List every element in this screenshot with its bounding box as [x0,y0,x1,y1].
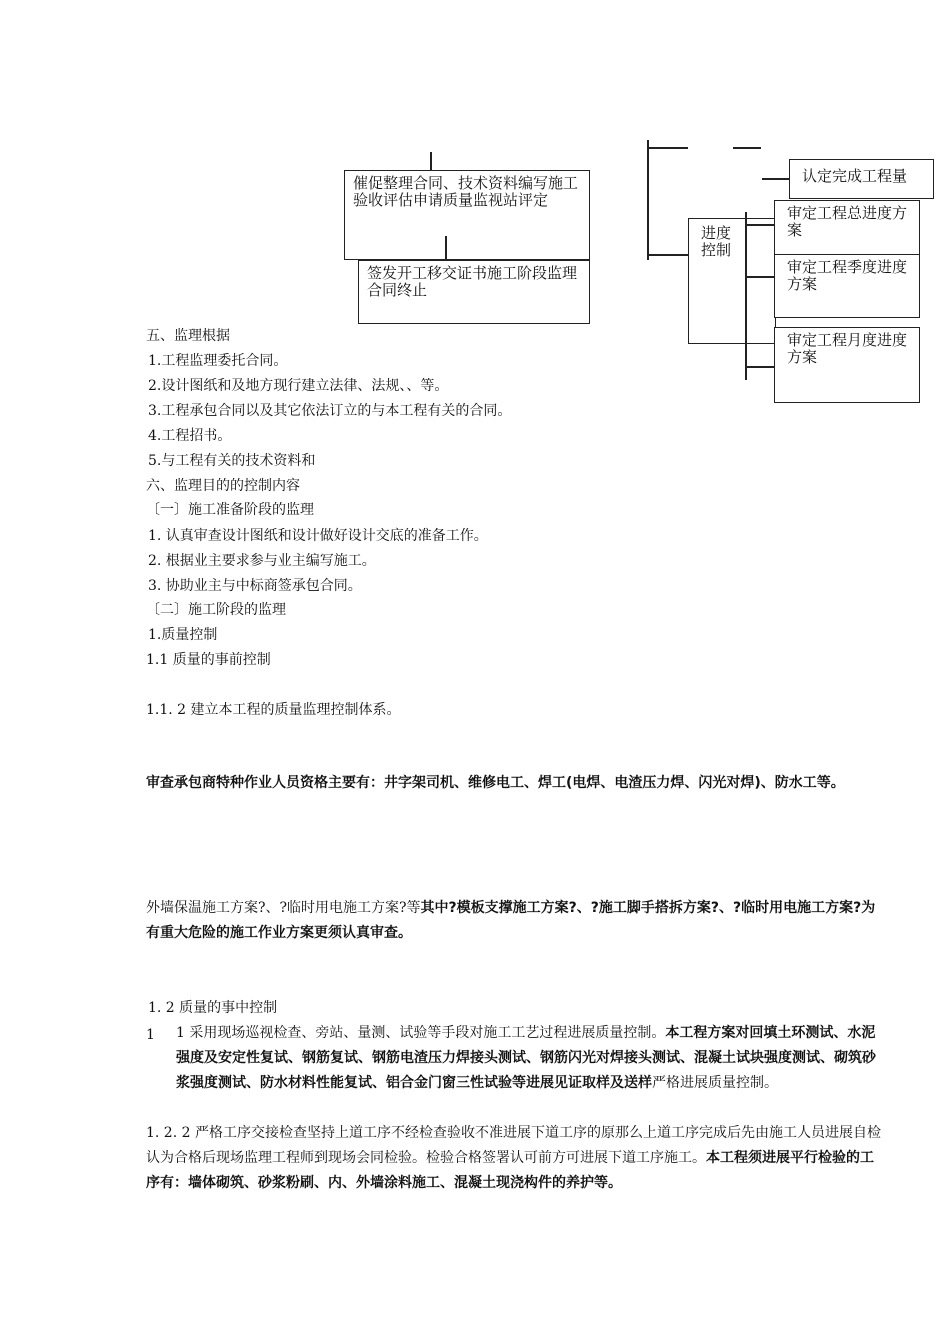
flow-box-total-schedule [774,200,920,256]
flow-box-quarter-schedule-text: 审定工程季度进度方案 [787,258,908,293]
section-6-title: 六、监理目的的控制内容 [146,478,300,494]
section-6-sub1: 〔一〕施工准备阶段的监理 [146,502,314,518]
special-workers-paragraph: 审查承包商特种作业人员资格主要有：井字架司机、维修电工、焊工(电焊、电渣压力焊、闪光对焊)、防水工等。 [146,775,845,791]
section-6-sub1-item-3: 3. 协助业主与中标商签承包合同。 [148,578,362,594]
in-process-item-2-normal: 1. 2. 2 严格工序交接检查坚持上道工序不经检查验收不准进展下道工序的原那么上道工序完成后先由施工人员进展自检认为合格后现场监理工程师到现场会同检验。检验合格签署认可前方可进展下道工序施工。 [146,1125,881,1166]
flow-box-progress-control [688,218,776,344]
in-process-control-heading: 1. 2 质量的事中控制 [148,1000,278,1016]
flow-box-contract-docs-text: 催促整理合同、技术资料编写施工验收评估申请质量监视站评定 [353,174,579,209]
flow-box-contract-docs [344,170,590,260]
section-5-title: 五、监理根据 [146,328,230,344]
section-5-item-4: 4.工程招书。 [148,428,232,444]
in-process-item-2 [146,1121,881,1196]
in-process-item-2-bold: 本工程须进展平行检验的工序有：墙体砌筑、砂浆粉刷、内、外墙涂料施工、混凝土现浇构件的养护等。 [146,1150,874,1191]
flow-box-confirm-quantity [789,159,934,199]
in-process-item-1 [176,1021,886,1096]
section-5-item-5: 5.与工程有关的技术资料和 [148,453,316,469]
right-branch-to-progress [647,254,689,256]
quality-control-heading: 1.质量控制 [148,627,218,643]
section-6-sub2: 〔二〕施工阶段的监理 [146,602,286,618]
flow-box-handover-text: 签发开工移交证书施工阶段监理合同终止 [367,264,578,299]
right-dash-2 [733,147,761,149]
item-1-number: 1 [146,1027,155,1043]
connector-mid-line [445,236,447,260]
section-6-sub1-item-1: 1. 认真审查设计图纸和设计做好设计交底的准备工作。 [148,528,488,544]
connector-top-line [430,152,432,172]
confirm-dash [762,178,790,180]
branch-total [745,224,775,226]
branch-quarter [745,276,775,278]
flow-box-progress-control-text: 进度控制 [701,224,732,259]
section-5-item-1: 1.工程监理委托合同。 [148,353,288,369]
flow-box-total-schedule-text: 审定工程总进度方案 [787,204,908,239]
pre-control-heading: 1.1 质量的事前控制 [146,652,271,668]
in-process-item-1-bold: 本工程方案对回填土环测试、水泥强度及安定性复试、钢筋复试、钢筋电渣压力焊接头测试、钢筋闪光对焊接头测试、混凝土试块强度测试、砌筑砂浆强度测试、防水材料性能复试、铝合金门窗三性试验等进展见证取样及送样 [176,1025,876,1091]
in-process-item-1-normal: 1 采用现场巡视检查、旁站、量测、试验等手段对施工工艺过程进展质量控制。 [176,1025,666,1041]
right-dash-1 [648,147,688,149]
progress-right-trunk [745,212,747,380]
construction-plan-paragraph [146,896,886,946]
section-5-item-3: 3.工程承包合同以及其它依法订立的与本工程有关的合同。 [148,403,512,419]
branch-month [745,366,775,368]
flow-box-quarter-schedule [774,254,920,318]
quality-system-line: 1.1. 2 建立本工程的质量监理控制体系。 [146,702,401,718]
construction-plan-bold: 其中?模板支撑施工方案?、?施工脚手搭拆方案?、?临时用电施工方案?为有重大危险的施工作业方案更须认真审查。 [146,900,876,941]
flow-box-month-schedule-text: 审定工程月度进度方案 [787,331,908,366]
right-vertical-trunk [647,140,649,260]
flow-box-confirm-quantity-text: 认定完成工程量 [802,167,908,185]
flow-box-handover [358,260,590,324]
flow-box-month-schedule [774,327,920,403]
construction-plan-normal: 外墙保温施工方案?、?临时用电施工方案?等 [146,900,421,916]
in-process-item-1-tail: 严格进展质量控制。 [652,1075,778,1091]
section-6-sub1-item-2: 2. 根据业主要求参与业主编写施工。 [148,553,376,569]
section-5-item-2: 2.设计图纸和及地方现行建立法律、法规、、等。 [148,378,449,394]
